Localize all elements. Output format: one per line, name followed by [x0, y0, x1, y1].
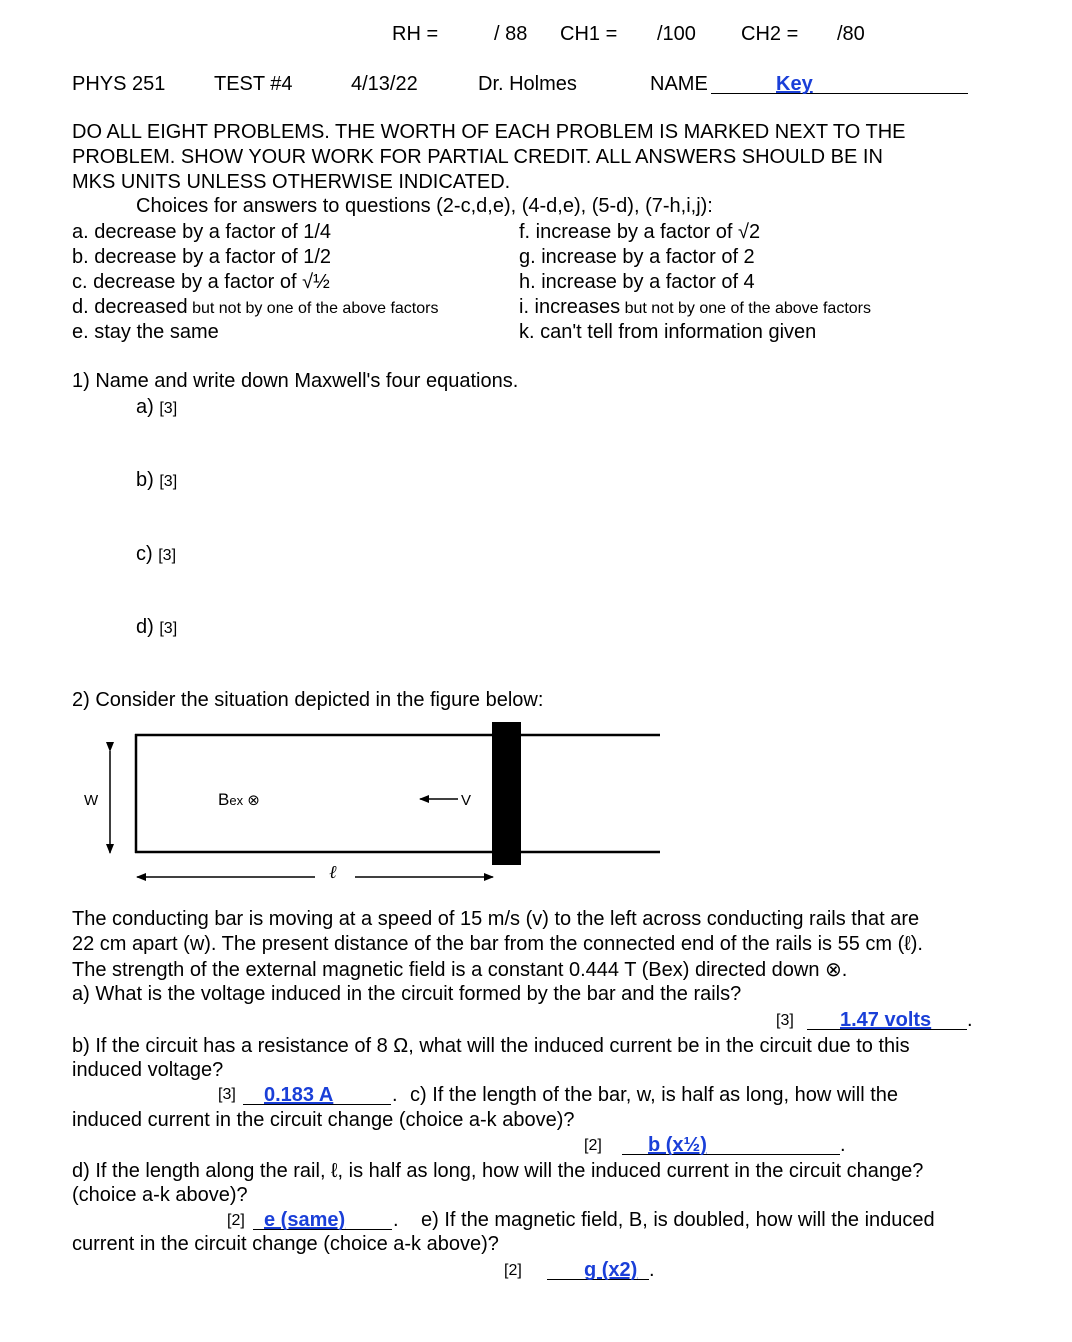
ch2-total: /80: [837, 23, 865, 45]
problem-2a-question: a) What is the voltage induced in the circuit formed by the bar and the rails?: [72, 983, 742, 1005]
choice-b: b. decrease by a factor of 1/2: [72, 246, 332, 268]
l-label: ℓ: [329, 862, 337, 883]
conducting-bar: [492, 722, 521, 865]
w-label: W: [84, 792, 99, 809]
instructions-line-1: DO ALL EIGHT PROBLEMS. THE WORTH OF EACH PROBLEM IS MARKED NEXT TO THE: [72, 121, 906, 143]
problem-1-question: 1) Name and write down Maxwell's four equations.: [72, 370, 519, 392]
problem-2b-points: [3]: [218, 1086, 236, 1103]
ch1-label: CH1 =: [560, 23, 618, 45]
choice-g: g. increase by a factor of 2: [519, 246, 755, 268]
b-field-subscript: ex: [229, 793, 244, 808]
problem-1a-points: [3]: [159, 400, 178, 417]
period: .: [393, 1209, 399, 1231]
problem-2e-question-2: current in the circuit change (choice a-k above)?: [72, 1233, 499, 1255]
choice-i-qualifier: but not by one of the above factors: [620, 300, 871, 317]
problem-2d-answer: e (same): [264, 1209, 346, 1231]
choice-k: k. can't tell from information given: [519, 321, 817, 343]
problem-1b-label: b): [136, 469, 154, 491]
test-date: 4/13/22: [351, 73, 418, 95]
problem-1d-label: d): [136, 616, 154, 638]
v-label: V: [461, 792, 472, 809]
b-field-label: [218, 791, 260, 808]
problem-1d: [136, 617, 177, 637]
problem-2a-points: [3]: [776, 1012, 794, 1029]
name-underline: [711, 93, 968, 94]
problem-1c: [136, 544, 176, 564]
rail-circuit-figure: [0, 715, 1072, 890]
b-field-symbol: B: [218, 790, 230, 809]
problem-1a-label: a): [136, 396, 154, 418]
problem-2c-points: [2]: [584, 1137, 602, 1154]
into-page-symbol: ⊗: [243, 792, 260, 809]
problem-2e-question-1: e) If the magnetic field, B, is doubled, how will the induced: [421, 1209, 935, 1231]
instructions-line-2: PROBLEM. SHOW YOUR WORK FOR PARTIAL CREDIT. ALL ANSWERS SHOULD BE IN: [72, 146, 883, 168]
choice-d: [72, 297, 438, 317]
problem-2-question: 2) Consider the situation depicted in the figure below:: [72, 689, 544, 711]
choice-i: [519, 297, 871, 317]
ch2-label: CH2 =: [741, 23, 799, 45]
period: .: [392, 1084, 398, 1106]
choice-i-main: i. increases: [519, 296, 621, 318]
problem-2c-answer: b (x½): [648, 1134, 707, 1156]
course-code: PHYS 251: [72, 73, 166, 95]
problem-1b: [136, 470, 177, 490]
problem-2a-answer: 1.47 volts: [840, 1009, 932, 1031]
instructor: Dr. Holmes: [478, 73, 577, 95]
ch1-total: /100: [657, 23, 696, 45]
choice-a: a. decrease by a factor of 1/4: [72, 221, 332, 243]
rh-label: RH =: [392, 23, 439, 45]
problem-2b-question-2: induced voltage?: [72, 1059, 224, 1081]
problem-2d-points: [2]: [227, 1212, 245, 1229]
test-number: TEST #4: [214, 73, 293, 95]
choice-d-main: d. decreased: [72, 296, 188, 318]
name-value: Key: [776, 73, 813, 95]
choice-c: c. decrease by a factor of √½: [72, 271, 330, 293]
choice-f: f. increase by a factor of √2: [519, 221, 761, 243]
problem-2d-question-1: d) If the length along the rail, ℓ, is half as long, how will the induced current in the circuit change?: [72, 1160, 924, 1182]
problem-2c-question-2: induced current in the circuit change (choice a-k above)?: [72, 1109, 575, 1131]
choice-h: h. increase by a factor of 4: [519, 271, 755, 293]
problem-2c-question-1: c) If the length of the bar, w, is half as long, how will the: [410, 1084, 899, 1106]
problem-2-description-3: The strength of the external magnetic field is a constant 0.444 T (Bex) directed down ⊗.: [72, 959, 848, 981]
period: .: [840, 1134, 846, 1156]
problem-1b-points: [3]: [159, 473, 178, 490]
problem-2-description-2: 22 cm apart (w). The present distance of the bar from the connected end of the rails is 55 cm (ℓ).: [72, 933, 923, 955]
name-label: NAME: [650, 73, 708, 95]
instructions-line-3: MKS UNITS UNLESS OTHERWISE INDICATED.: [72, 171, 511, 193]
problem-1c-label: c): [136, 543, 153, 565]
problem-1c-points: [3]: [158, 547, 177, 564]
problem-1a: [136, 397, 177, 417]
period: .: [649, 1259, 655, 1281]
choices-heading: Choices for answers to questions (2-c,d,e), (4-d,e), (5-d), (7-h,i,j):: [136, 195, 713, 217]
problem-2b-answer: 0.183 A: [264, 1084, 334, 1106]
rh-total: / 88: [494, 23, 528, 45]
problem-2b-question-1: b) If the circuit has a resistance of 8 Ω, what will the induced current be in the circuit due to this: [72, 1035, 910, 1057]
problem-2-description-1: The conducting bar is moving at a speed of 15 m/s (v) to the left across conducting rails that are: [72, 908, 920, 930]
problem-2d-question-2: (choice a-k above)?: [72, 1184, 248, 1206]
problem-1d-points: [3]: [159, 620, 178, 637]
choice-d-qualifier: but not by one of the above factors: [187, 300, 439, 317]
period: .: [967, 1009, 973, 1031]
problem-2e-answer: g (x2): [584, 1259, 638, 1281]
problem-2e-points: [2]: [504, 1262, 522, 1279]
choice-e: e. stay the same: [72, 321, 219, 343]
